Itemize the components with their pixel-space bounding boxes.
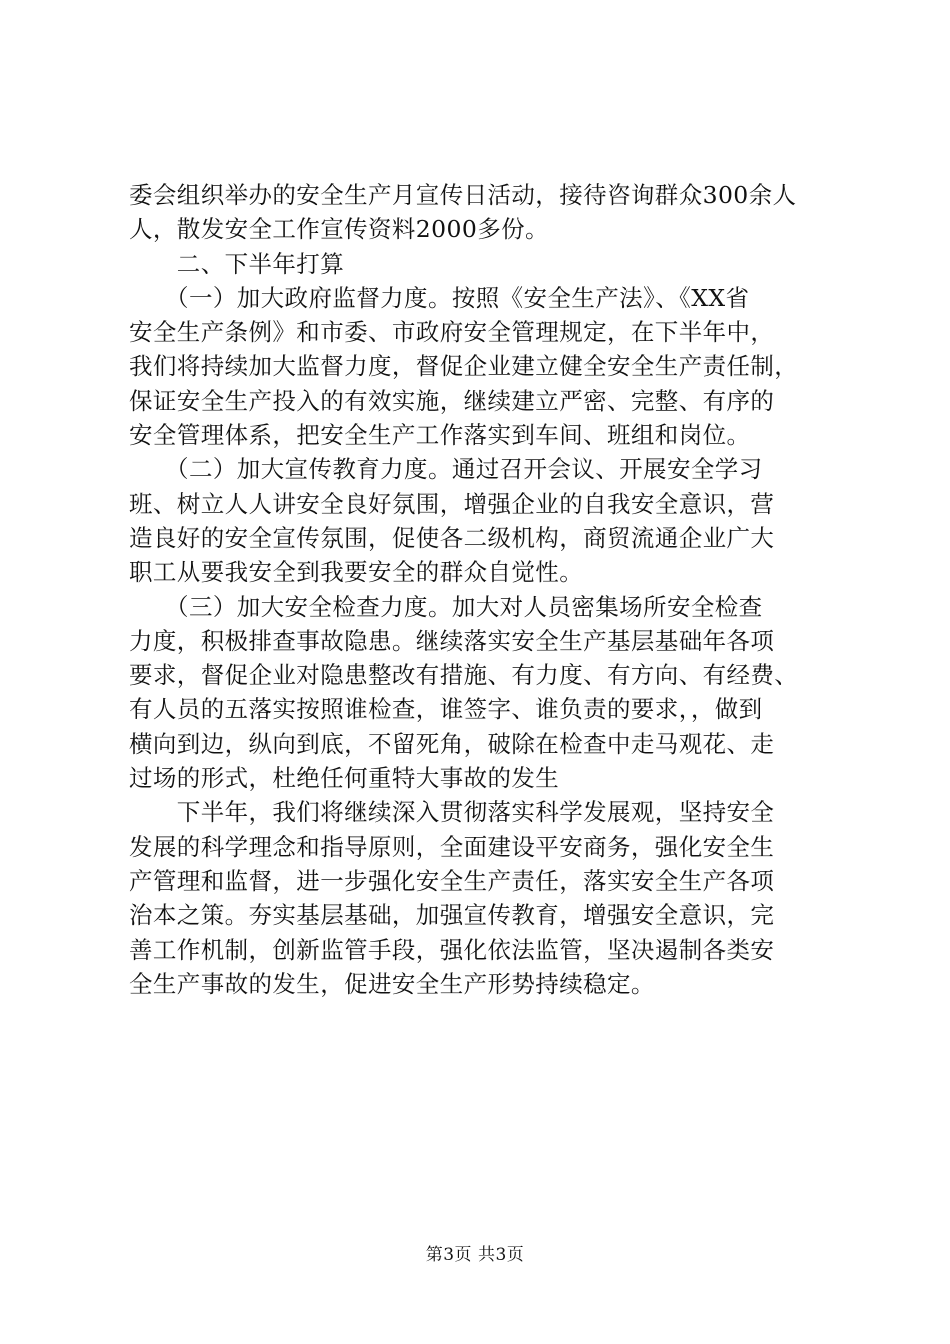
page-footer [0, 1244, 950, 1266]
text-line: （一）加大政府监督力度。按照《安全生产法》、《XX省 [129, 283, 750, 312]
text-line: （三）加大安全检查力度。加大对人员密集场所安全检查 [129, 592, 763, 621]
text-line: 安全管理体系，把安全生产工作落实到车间、班组和岗位。 [129, 421, 751, 450]
text-line: 力度，积极排查事故隐患。继续落实安全生产基层基础年各项 [129, 626, 775, 655]
text-line: （二）加大宣传教育力度。通过召开会议、开展安全学习 [129, 455, 763, 484]
document-body [129, 178, 834, 1001]
text-line: 发展的科学理念和指导原则，全面建设平安商务，强化安全生 [129, 832, 775, 861]
text-line: 善工作机制，创新监管手段，强化依法监管，坚决遏制各类安 [129, 935, 775, 964]
section-heading: 二、下半年打算 [129, 249, 345, 278]
text-line: 治本之策。夯实基层基础，加强宣传教育，增强安全意识，完 [129, 901, 775, 930]
text-line: 安全生产条例》和市委、市政府安全管理规定，在下半年中， [129, 318, 775, 347]
text-line: 人，散发安全工作宣传资料2000多份。 [129, 215, 549, 244]
text-line: 职工从要我安全到我要安全的群众自觉性。 [129, 558, 584, 587]
page-number-label: 第3页 共3页 [425, 1245, 525, 1265]
text-line: 保证安全生产投入的有效实施，继续建立严密、完整、有序的 [129, 386, 775, 415]
text-line: 委会组织举办的安全生产月宣传日活动，接待咨询群众300余人 [129, 181, 797, 209]
text-line: 横向到边，纵向到底，不留死角，破除在检查中走马观花、走 [129, 729, 775, 758]
text-line: 全生产事故的发生，促进安全生产形势持续稳定。 [129, 969, 655, 998]
text-line: 产管理和监督，进一步强化安全生产责任，落实安全生产各项 [129, 866, 775, 895]
text-line: 过场的形式，杜绝任何重特大事故的发生 [129, 764, 560, 793]
text-line: 下半年，我们将继续深入贯彻落实科学发展观，坚持安全 [129, 798, 775, 827]
text-line: 我们将持续加大监督力度，督促企业建立健全安全生产责任制， [129, 352, 799, 381]
text-line: 要求，督促企业对隐患整改有措施、有力度、有方向、有经费、 [129, 661, 799, 690]
text-line: 造良好的安全宣传氛围，促使各二级机构，商贸流通企业广大 [129, 523, 775, 552]
text-line: 班、树立人人讲安全良好氛围，增强企业的自我安全意识，营 [129, 489, 775, 518]
text-line: 有人员的五落实按照谁检查，谁签字、谁负责的要求，，做到 [129, 695, 763, 724]
